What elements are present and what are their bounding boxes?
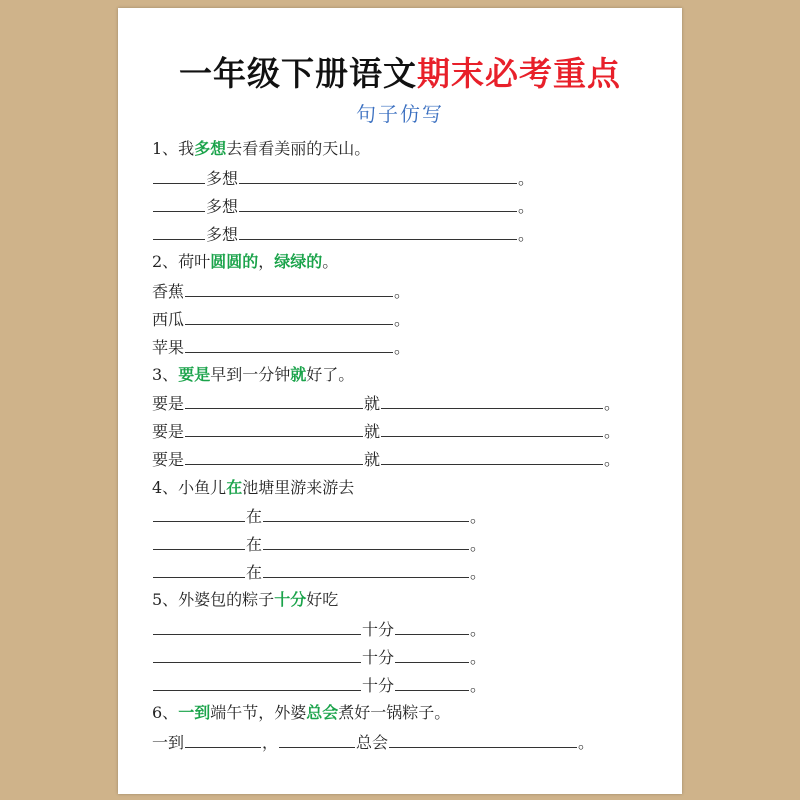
answer-blank[interactable]	[395, 616, 469, 635]
q4-suffix: 池塘里游来游去	[242, 478, 355, 497]
answer-blank[interactable]	[381, 446, 603, 465]
answer-blank[interactable]	[185, 306, 393, 325]
answer-blank[interactable]	[395, 644, 469, 663]
q4-answer-row	[152, 503, 486, 529]
q4-answer-row	[152, 559, 486, 585]
q6-middle: 端午节，外婆	[210, 703, 307, 722]
q1-fill-word: 多想	[206, 169, 239, 188]
answer-blank[interactable]	[185, 418, 363, 437]
q3-answer-row	[152, 418, 620, 444]
answer-blank[interactable]	[153, 616, 361, 635]
q4-fill-word: 在	[246, 507, 263, 526]
q3-answer-row	[152, 446, 620, 472]
answer-blank[interactable]	[395, 672, 469, 691]
q5-fill-word: 十分	[362, 620, 395, 639]
q5-answer-row	[152, 616, 486, 642]
q6-comma: ，	[262, 733, 279, 752]
answer-blank[interactable]	[153, 559, 245, 578]
answer-blank[interactable]	[153, 165, 205, 184]
answer-blank[interactable]	[153, 503, 245, 522]
q2-answer-row	[152, 306, 410, 332]
answer-blank[interactable]	[153, 221, 205, 240]
answer-blank[interactable]	[239, 193, 517, 212]
period: 。	[604, 450, 621, 469]
q5-fill-word: 十分	[362, 648, 395, 667]
q2-suffix: 。	[322, 252, 339, 271]
q3-highlight-2: 就	[290, 365, 307, 384]
q3-word-2: 就	[364, 450, 381, 469]
period: 。	[394, 310, 411, 329]
q6-answer-row	[152, 729, 594, 755]
q1-prefix: 1、我	[152, 139, 195, 158]
q6-highlight-2: 总会	[306, 703, 339, 722]
answer-blank[interactable]	[153, 644, 361, 663]
q1-answer-row	[152, 193, 534, 219]
q3-word-2: 就	[364, 422, 381, 441]
answer-blank[interactable]	[185, 278, 393, 297]
answer-blank[interactable]	[185, 446, 363, 465]
q4-highlight: 在	[226, 478, 243, 497]
period: 。	[470, 535, 487, 554]
q2-item-watermelon: 西瓜	[152, 310, 185, 329]
period: 。	[394, 282, 411, 301]
answer-blank[interactable]	[263, 559, 469, 578]
question-6-prompt	[152, 700, 450, 726]
q1-fill-word: 多想	[206, 197, 239, 216]
answer-blank[interactable]	[185, 729, 261, 748]
q4-prefix: 4、小鱼儿	[152, 478, 227, 497]
q5-answer-row	[152, 672, 486, 698]
q6-suffix: 煮好一锅粽子。	[338, 703, 451, 722]
answer-blank[interactable]	[381, 418, 603, 437]
q3-highlight-1: 要是	[178, 365, 211, 384]
answer-blank[interactable]	[153, 672, 361, 691]
answer-blank[interactable]	[185, 334, 393, 353]
period: 。	[470, 507, 487, 526]
q2-highlight-2: 绿绿的	[274, 252, 323, 271]
q6-word-2: 总会	[356, 733, 389, 752]
period: 。	[578, 733, 595, 752]
q4-answer-row	[152, 531, 486, 557]
period: 。	[470, 676, 487, 695]
q5-prefix: 5、外婆包的粽子	[152, 590, 275, 609]
period: 。	[604, 394, 621, 413]
period: 。	[470, 648, 487, 667]
q4-fill-word: 在	[246, 563, 263, 582]
q3-word-1: 要是	[152, 450, 185, 469]
period: 。	[518, 197, 535, 216]
q3-answer-row	[152, 390, 620, 416]
worksheet-paper	[118, 8, 682, 794]
q1-answer-row	[152, 221, 534, 247]
q6-word-1: 一到	[152, 733, 185, 752]
q2-answer-row	[152, 334, 410, 360]
q2-answer-row	[152, 278, 410, 304]
period: 。	[518, 169, 535, 188]
period: 。	[518, 225, 535, 244]
q4-fill-word: 在	[246, 535, 263, 554]
answer-blank[interactable]	[239, 221, 517, 240]
answer-blank[interactable]	[239, 165, 517, 184]
answer-blank[interactable]	[185, 390, 363, 409]
period: 。	[604, 422, 621, 441]
title-red: 期末必考重点	[417, 54, 621, 93]
question-5-prompt	[152, 587, 338, 613]
question-4-prompt	[152, 475, 354, 501]
question-1-prompt	[152, 136, 370, 162]
q1-answer-row	[152, 165, 534, 191]
answer-blank[interactable]	[279, 729, 355, 748]
q3-middle: 早到一分钟	[210, 365, 291, 384]
answer-blank[interactable]	[153, 193, 205, 212]
q2-item-banana: 香蕉	[152, 282, 185, 301]
q1-fill-word: 多想	[206, 225, 239, 244]
answer-blank[interactable]	[389, 729, 577, 748]
q2-middle: ，	[258, 252, 275, 271]
period: 。	[470, 563, 487, 582]
answer-blank[interactable]	[263, 531, 469, 550]
q3-word-1: 要是	[152, 394, 185, 413]
answer-blank[interactable]	[263, 503, 469, 522]
q3-word-2: 就	[364, 394, 381, 413]
period: 。	[394, 338, 411, 357]
question-3-prompt	[152, 362, 354, 388]
q6-prefix: 6、	[152, 703, 179, 722]
q5-suffix: 好吃	[306, 590, 339, 609]
q3-suffix: 好了。	[306, 365, 355, 384]
q5-fill-word: 十分	[362, 676, 395, 695]
q5-highlight: 十分	[274, 590, 307, 609]
period: 。	[470, 620, 487, 639]
q3-prefix: 3、	[152, 365, 179, 384]
q2-prefix: 2、荷叶	[152, 252, 211, 271]
q1-highlight: 多想	[194, 139, 227, 158]
title-black: 一年级下册语文	[179, 54, 417, 93]
q3-word-1: 要是	[152, 422, 185, 441]
q1-suffix: 去看看美丽的天山。	[226, 139, 371, 158]
page-title	[118, 48, 682, 95]
q5-answer-row	[152, 644, 486, 670]
page-subtitle: 句子仿写	[356, 102, 444, 126]
question-2-prompt	[152, 249, 338, 275]
q2-item-apple: 苹果	[152, 338, 185, 357]
q2-highlight-1: 圆圆的	[210, 252, 259, 271]
q6-highlight-1: 一到	[178, 703, 211, 722]
answer-blank[interactable]	[153, 531, 245, 550]
answer-blank[interactable]	[381, 390, 603, 409]
